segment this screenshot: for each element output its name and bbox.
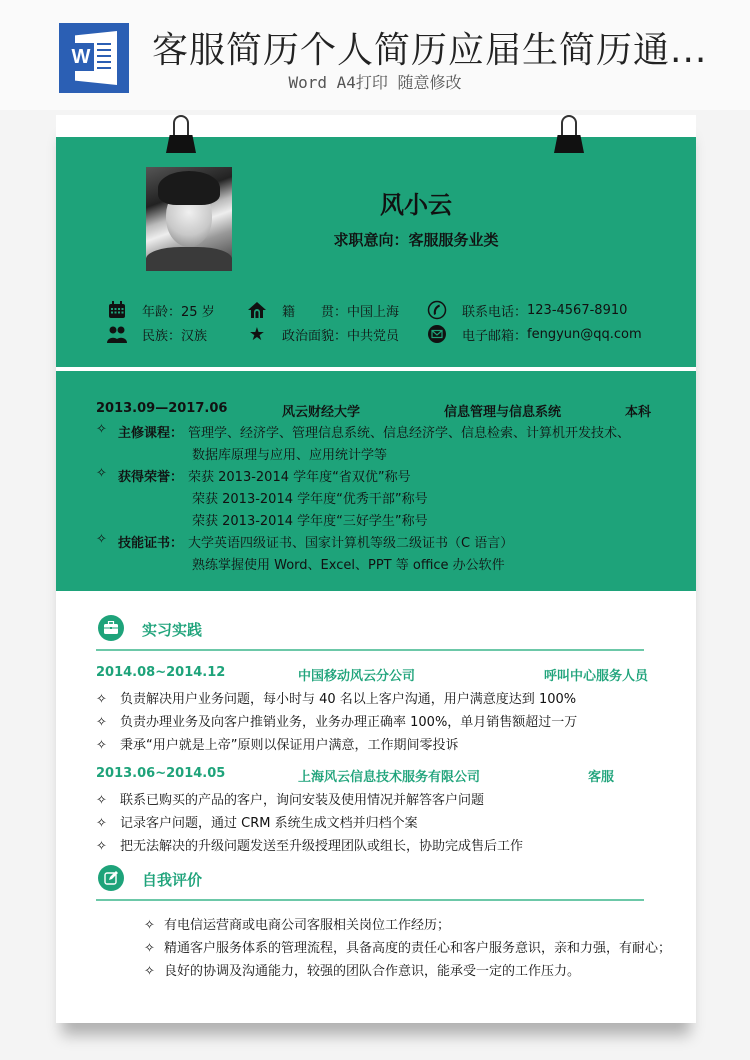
section-title: 自我评价 (142, 871, 203, 889)
job-company: 中国移动风云分公司 (298, 669, 416, 684)
job-company: 上海风云信息技术服务有限公司 (298, 770, 481, 785)
header (0, 0, 750, 110)
people-icon (106, 324, 128, 344)
info-hometown: 籍 贯： 中国上海 (246, 300, 399, 320)
phone-icon (426, 300, 448, 320)
candidate-name: 风小云 (380, 191, 452, 219)
word-icon: W (59, 23, 129, 93)
calendar-icon (106, 300, 128, 320)
job-period: 2014.08~2014.12 (96, 665, 226, 680)
diamond-bullet-icon: ✧ (96, 692, 107, 707)
edu-major: 信息管理与信息系统 (444, 405, 562, 420)
diamond-bullet-icon: ✧ (96, 839, 107, 854)
job-duty: ✧ 负责办理业务及向客户推销业务，业务办理正确率 100%，单月销售额超过一万 (96, 715, 578, 730)
internship-section-header (96, 615, 644, 651)
briefcase-icon (98, 615, 124, 641)
info-phone: 联系电话： 123-4567-8910 (426, 300, 627, 320)
diamond-bullet-icon: ✧ (96, 422, 107, 437)
binder-clip-icon (554, 115, 584, 153)
job-duty: ✧ 把无法解决的升级问题发送至升级授理团队或组长，协助完成售后工作 (96, 839, 524, 854)
self-eval-item: ✧ 精通客户服务体系的管理流程，具备高度的责任心和客户服务意识，亲和力强，有耐心； (144, 941, 672, 956)
self-eval-item: ✧ 良好的协调及沟通能力，较强的团队合作意识，能承受一定的工作压力。 (144, 964, 581, 979)
diamond-bullet-icon: ✧ (96, 466, 107, 481)
section-title: 实习实践 (142, 621, 203, 639)
job-header (96, 665, 656, 683)
home-icon (246, 300, 268, 320)
self-eval-item: ✧ 有电信运营商或电商公司客服相关岗位工作经历； (144, 918, 451, 933)
edit-icon (98, 865, 124, 891)
job-duty: ✧ 秉承“用户就是上帝”原则以保证用户满意，工作期间零投诉 (96, 738, 459, 753)
diamond-bullet-icon: ✧ (96, 793, 107, 808)
edu-period: 2013.09—2017.06 (96, 401, 228, 416)
binder-clip-icon (166, 115, 196, 153)
star-icon: ★ (248, 323, 266, 345)
job-role: 客服 (588, 770, 615, 785)
job-duty: ✧ 联系已购买的产品的客户，询问安装及使用情况并解答客户问题 (96, 793, 485, 808)
info-age: 年龄： 25 岁 (106, 300, 215, 320)
diamond-bullet-icon: ✧ (96, 532, 107, 547)
resume-page (56, 115, 696, 1023)
diamond-bullet-icon: ✧ (96, 816, 107, 831)
job-intent: 求职意向：客服服务业类 (333, 231, 499, 249)
diamond-bullet-icon: ✧ (144, 941, 155, 956)
diamond-bullet-icon: ✧ (96, 738, 107, 753)
info-email: 电子邮箱： fengyun@qq.com (426, 324, 642, 344)
document-subtitle: Word A4打印 随意修改 (288, 73, 462, 92)
job-duty: ✧ 记录客户问题，通过 CRM 系统生成文档并归档个案 (96, 816, 418, 831)
mail-icon (426, 324, 448, 344)
job-period: 2013.06~2014.05 (96, 766, 226, 781)
job-role: 呼叫中心服务人员 (544, 669, 649, 684)
self-eval-section-header (96, 865, 644, 901)
info-ethnicity: 民族： 汉族 (106, 324, 207, 344)
diamond-bullet-icon: ✧ (144, 964, 155, 979)
education-section: 2013.09—2017.06 风云财经大学 信息管理与信息系统 本科 ✧ 主修课程： 管理学、经济学、管理信息系统、信息经济学、信息检索、计算机开发技术、 数据库原理与应用、应用统计学等 ✧ 获得荣誉： 荣获 2013-2014 学年度“省双优”称号 荣获 2013-2014 学年度“优秀干部”称号 荣获 2013-2014 学年度“三好学生”称号 ✧ 技能证书： 大学英语四级证书、国家计算机等级二级证书（C 语言） 熟练掌握使用 Word、Excel、PPT 等 office 办公软件 (56, 371, 696, 591)
info-political-status: ★ 政治面貌： 中共党员 (246, 324, 399, 344)
diamond-bullet-icon: ✧ (96, 715, 107, 730)
diamond-bullet-icon: ✧ (144, 918, 155, 933)
job-duty: ✧ 负责解决用户业务问题，每小时与 40 名以上客户沟通，用户满意度达到 100% (96, 692, 577, 707)
edu-school: 风云财经大学 (282, 405, 361, 420)
document-title: 客服简历个人简历应届生简历通... (152, 30, 708, 71)
job-header (96, 766, 656, 784)
edu-degree: 本科 (625, 405, 652, 420)
